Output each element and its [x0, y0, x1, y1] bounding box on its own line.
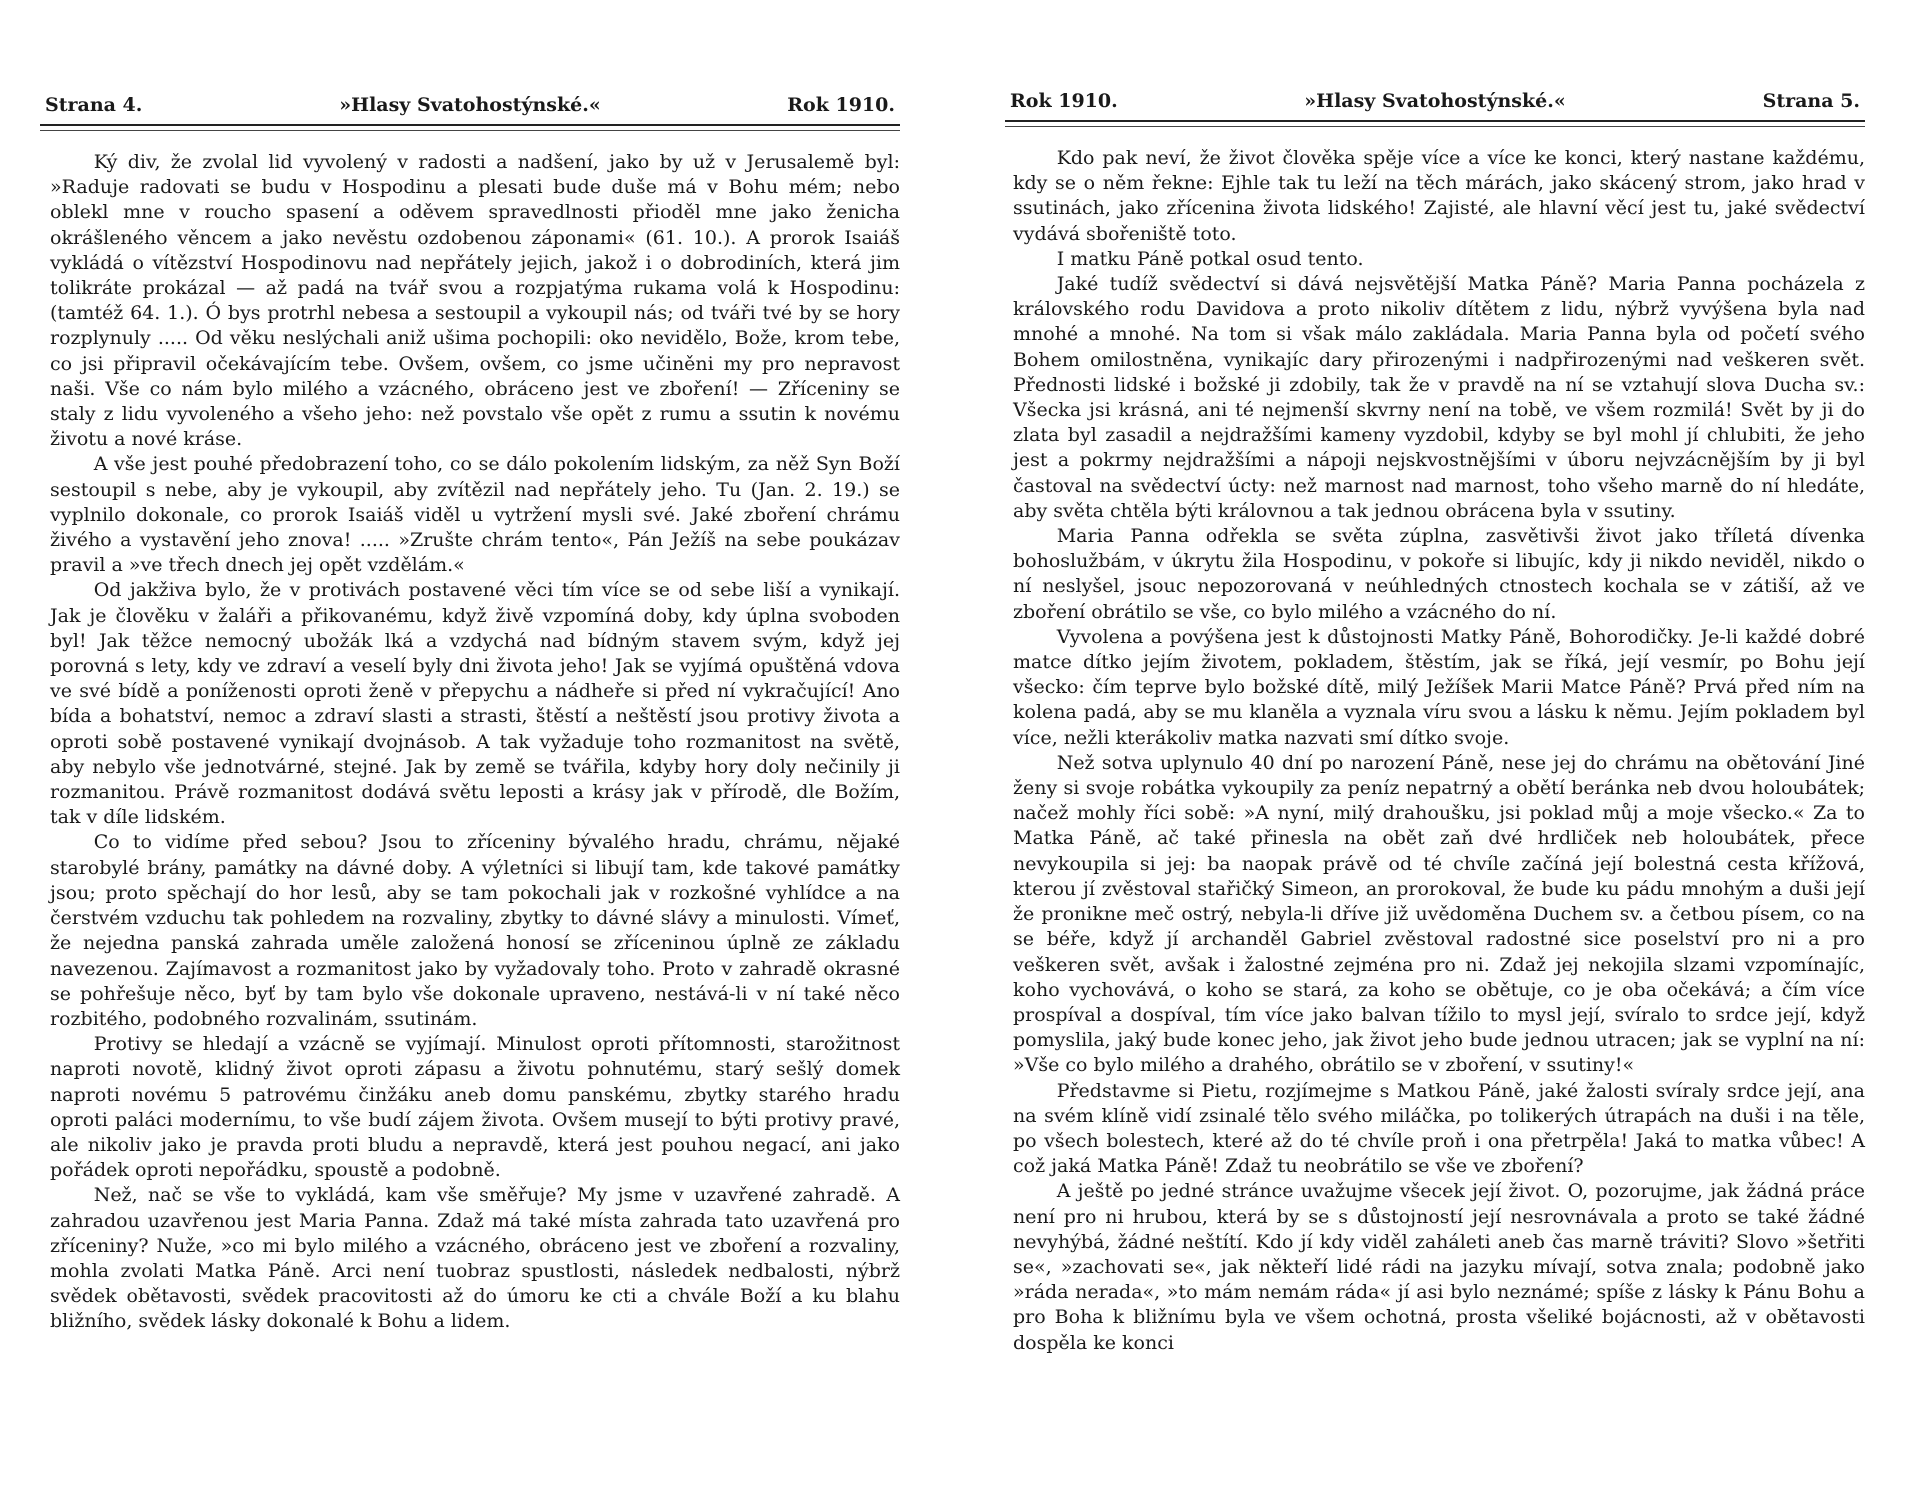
right-header-rule-thin: [1005, 126, 1865, 127]
left-page-body: [50, 150, 900, 1335]
right-page-header: [1005, 90, 1865, 124]
right-paragraph-5: Vyvolena a povýšena jest k důstojnosti Matky Páně, Bohorodičky. Je-li každé dobré matce dítko jejím životem, pokladem, štěstím, jak se říká, její vesmír, po Bohu její všecko: čím teprve bylo božské dítě, milý Ježíšek Marii Matce Páně? Prvá před ním na kolena padá, aby se mu klaněla a vyznala víru svou a lásku k němu. Jejím pokladem byl více, nežli kterákoliv matka nazvati smí dítko svoje.: [1013, 625, 1865, 749]
left-periodical-title: »Hlasy Svatohostýnské.«: [339, 94, 601, 116]
right-paragraph-2: I matku Páně potkal osud tento.: [1056, 247, 1364, 270]
right-paragraph-1: Kdo pak neví, že život člověka spěje více a více ke konci, který nastane každému, kdy se o něm řekne: Ejhle tak tu leží na těch márách, jako skácený strom, jako hrad v ssutinách, jako zřícenina života lidského! Zajisté, ale hlavní věcí jest tu, jaké svědectví vydává sbořeniště toto.: [1013, 147, 1865, 245]
left-paragraph-3: Od jakživa bylo, že v protivách postavené věci tím více se od sebe liší a vynikají. Jak je člověku v žaláři a přikovanému, když živě vzpomíná doby, kdy úplna svoboden byl! Jak těžce nemocný ubožák lká a vzdychá nad bídným stavem svým, když jej porovná s lety, kdy ve zdraví a veselí byly dni života jeho! Jak se vyjímá opuštěná vdova ve své bídě a poníženosti oproti ženě v přepychu a nádheře si před ní vykračující! Ano bída a bohatství, nemoc a zdraví slasti a strasti, štěstí a neštěstí jsou protivy života a oproti sobě postavené vynikají dvojnásob. A tak vyžaduje toho rozmanitost na světě, aby nebylo vše jednotvárné, stejné. Jak by země se tvářila, kdyby hory doly nečinily ji rozmanitou. Právě rozmanitost dodává světu leposti a krásy jak v přírodě, dle Božím, tak v díle lidském.: [50, 579, 900, 829]
left-page-header: [40, 94, 900, 128]
left-paragraph-6: Než, nač se vše to vykládá, kam vše směřuje? My jsme v uzavřené zahradě. A zahradou uzavřenou jest Maria Panna. Zdaž má také místa zahrada tato uzavřená pro zříceniny? Nuže, »co mi bylo milého a vzácného, obráceno jest ve zboření a rozvaliny, mohla zvolati Matka Páně. Arci není tuobraz spustlosti, následek nedbalosti, nýbrž svědek obětavosti, svědek pracovitosti až do úmoru ke cti a chvále Boží a ku blahu bližního, svědek lásky dokonalé k Bohu a lidem.: [50, 1184, 900, 1333]
left-paragraph-1: Ký div, že zvolal lid vyvolený v radosti a nadšení, jako by už v Jerusalemě byl: »Raduje radovati se budu v Hospodinu a plesati bude duše má v Bohu mém; nebo oblekl mne v roucho spasení a oděvem spravedlnosti přioděl mne jako ženicha okrášleného věncem a jako nevěstu ozdobenou záponami« (61. 10.). A prorok Isaiáš vykládá o vítězství Hospodinovu nad nepřátely jejich, jakož i o dobrodiních, která jim tolikráte prokázal — až padá na tvář svou a rozpjatýma rukama volá k Hospodinu: (tamtéž 64. 1.). Ó bys protrhl nebesa a sestoupil a vykoupil nás; od tváři tvé by se hory rozplynuly ..... Od věku neslýchali aniž ušima pochopili: oko nevidělo, Bože, krom tebe, co jsi připravil očekávajícím tebe. Ovšem, ovšem, co jsme učiněni my pro nepravost naši. Vše co nám bylo milého a vzácného, obráceno jest ve zboření! — Zříceniny se staly z lidu vyvoleného a všeho jeho: než povstalo vše opět z rumu a ssutin k novému životu a nové kráse.: [50, 151, 900, 451]
left-header-rule-thin: [40, 130, 900, 131]
left-page: [40, 0, 900, 1501]
left-paragraph-2: A vše jest pouhé předobrazení toho, co se dálo pokolením lidským, za něž Syn Boží sestoupil s nebe, aby je vykoupil, aby zvítězil nad nepřátely jeho. Tu (Jan. 2. 19.) se vyplnilo dokonale, co prorok Isaiáš viděl u vytržení mysli své. Jaké zboření chrámu živého a vystavění jeho znova! ..... »Zrušte chrám tento«, Pán Ježíš na sebe poukázav pravil a »ve třech dnech jej opět vzdělám.«: [50, 453, 900, 577]
right-periodical-title: »Hlasy Svatohostýnské.«: [1304, 90, 1566, 112]
right-year: Rok 1910.: [1010, 90, 1118, 112]
right-header-rule: [1005, 120, 1865, 122]
right-paragraph-8: A ještě po jedné stránce uvažujme všecek její život. O, pozorujme, jak žádná práce není pro ni hrubou, která by se s důstojností její nesrovnávala a proto se také žádné nevyhýbá, žádné neštítí. Kdo jí kdy viděl zaháleti aneb čas marně tráviti? Slovo »šetřiti se«, »zachovati se«, jak někteří lidé rádi na jazyku mívají, sotva znala; podobně jako »ráda nerada«, »to mám nemám ráda« jí asi bylo neznámé; spíše z lásky k Pánu Bohu a pro Boha k bližnímu byla ve všem ochotná, prosta všeliké bojácnosti, až v obětavosti dospěla ke konci: [1013, 1180, 1865, 1354]
right-paragraph-6: Než sotva uplynulo 40 dní po narození Páně, nese jej do chrámu na obětování Jiné ženy si svoje robátka vykoupily za peníz nepatrný a obětí beránka neb dvou holoubátek; načež mohly říci sobě: »A nyní, milý drahoušku, jsi poklad můj a moje všecko.« Za to Matka Páně, ač také přinesla na obět zaň dvé hrdliček neb holoubátek, přece nevykoupila si jej: ba naopak právě od té chvíle začíná její bolestná cesta křížová, kterou jí zvěstoval stařičký Simeon, an prorokoval, že bude ku pádu mnohým a duši její že pronikne meč ostrý, nebyla-li dříve již uvědoměna Duchem sv. a četbou písem, co na se béře, když jí archanděl Gabriel zvěstoval radostné sice poselství pro ni a pro veškeren svět, avšak i žalostné zejména pro ni. Zdaž jej nekojila slzami vzpomínajíc, koho vychovává, o koho se stará, za koho se obětuje, co je oba očekává; a čím více prospíval a dospíval, tím více jako balvan tížilo to mysl její, svíralo to srdce její, když pomyslila, jaký bude konec jeho, jak život jeho bude jednou utracen; jak se vyplní na ní: »Vše co bylo milého a drahého, obrátilo se v zboření, v ssutiny!«: [1013, 751, 1865, 1077]
right-page: [1005, 0, 1865, 1501]
right-paragraph-4: Maria Panna odřekla se světa zúplna, zasvětivši život jako tříletá dívenka bohoslužbám, v úkrytu žila Hospodinu, v pokoře si libujíc, kdy ji nikdo neviděl, nikdo o ní neslyšel, jsouc nepozorovaná v neúhledných ctnostech kochala se v zátiší, až ve zboření obrátilo se vše, co bylo milého a vzácného do ní.: [1013, 525, 1865, 623]
left-paragraph-5: Protivy se hledají a vzácně se vyjímají. Minulost oproti přítomnosti, starožitnost naproti novotě, klidný život oproti zápasu a životu pohnutému, starý sešlý domek naproti novému 5 patrovému činžáku aneb domu panskému, zbytky starého hradu oproti paláci modernímu, to vše budí zájem života. Ovšem musejí to býti protivy pravé, ale nikoliv jako je pravda proti bludu a nepravdě, která jest pouhou negací, ani jako pořádek oproti nepořádku, spoustě a podobně.: [50, 1033, 900, 1182]
right-paragraph-3: Jaké tudíž svědectví si dává nejsvětější Matka Páně? Maria Panna pocházela z královského rodu Davidova a proto nikoliv dítětem z lidu, nýbrž vyvýšena byla nad mnohé a mnohé. Na tom si však málo zakládala. Maria Panna byla od početí svého Bohem omilostněna, vynikajíc dary přirozenými i nadpřirozenými nad veškeren svět. Přednosti lidské i božské ji zdobily, tak že v pravdě na ní se vztahují slova Ducha sv.: Všecka jsi krásná, ani té nejmenší skvrny není na tobě, ve všem rozmilá! Svět by ji do zlata byl zasadil a nejdražšími kameny vyzdobil, kdyby se byl mohl jí chlubiti, že jeho jest a pokrmy nejdražšími a nápoji nejskvostnějšími v úboru nejvzácnějším by ji byl častoval na svědectví úcty: než marnost nad marnost, toho všeho marně do ní hledáte, aby světa chtěla býti královnou a tak jednou obrácena byla v ssutiny.: [1013, 273, 1865, 522]
right-page-number: Strana 5.: [1762, 90, 1860, 112]
left-page-number: Strana 4.: [45, 94, 143, 116]
right-page-body: [1013, 146, 1865, 1356]
left-year: Rok 1910.: [787, 94, 895, 116]
left-header-rule: [40, 124, 900, 126]
right-paragraph-7: Představme si Pietu, rozjímejme s Matkou Páně, jaké žalosti svíraly srdce její, ana na svém klíně vidí zsinalé tělo svého miláčka, po tolikerých útrapách na duši i na těle, po všech bolestech, které až do té chvíle proň i ona přetrpěla! Jaká to matka vůbec! A což jaká Matka Páně! Zdaž tu neobrátilo se vše ve zboření?: [1013, 1079, 1865, 1178]
left-paragraph-4: Co to vidíme před sebou? Jsou to zříceniny bývalého hradu, chrámu, nějaké starobylé brány, památky na dávné doby. A výletníci si libují tam, kde takové památky jsou; proto spěchají do hor lesů, aby se tam pokochali jak v rozkošné vyhlídce a na čerstvém vzduchu tak pohledem na rozvaliny, zbytky to dávné slávy a minulosti. Vímeť, že nejedna panská zahrada uměle založená honosí se zříceninou úplně ze základu navezenou. Zajímavost a rozmanitost jako by vyžadovaly toho. Proto v zahradě okrasné se pohřešuje něco, byť by tam bylo vše dokonale upraveno, nestává-li v ní také něco rozbitého, podobného rozvalinám, ssutinám.: [50, 831, 900, 1030]
